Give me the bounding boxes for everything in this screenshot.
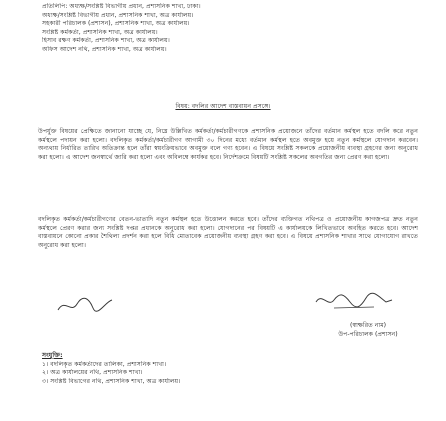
enclosure-item: ১। বদলিকৃত কর্মকর্তাদের তালিকা, প্রশাসনিক শাখা। — [42, 360, 167, 368]
cc-line: হিসাব রক্ষণ কর্মকর্তা, প্রশাসনিক শাখা, অত্র কার্যালয়। — [42, 37, 170, 45]
cc-line: সহকারী পরিচালক (প্রশাসন), প্রশাসনিক শাখা, অত্র কার্যালয়। — [42, 20, 190, 28]
body-paragraph-2: বদলিকৃত কর্মকর্তা/কর্মচারীগণের বেতন-ভাতাদি নতুন কর্মস্থল হতে উত্তোলন করতে হবে। তাঁদের ব্যক্তিগত নথিপত্র ও প্রয়োজনীয় কাগজপত্র দ্রুত নতুন কর্মস্থলে প্রেরণ করার জন্য সংশ্লিষ্ট দপ্তর প্রধানকে অনুরোধ করা হলো। যোগদানের পর বিষয়টি এ কার্যালয়কে লিখিতভাবে অবহিত করতে হবে। আদেশ বাস্তবায়নে কোনো প্রকার শৈথিল্য প্রদর্শন করা হলে বিধি মোতাবেক প্রয়োজনীয় ব্যবস্থা গ্রহণ করা হবে। এ বিষয়ে প্রশাসনিক শাখার সাথে যোগাযোগ রাখতে অনুরোধ করা হলো। — [38, 216, 418, 249]
cc-line: প্রতিলিপি: অধ্যক্ষ/সংশ্লিষ্ট বিভাগীয় প্রধান, প্রশাসনিক শাখা, ঢাকা। — [42, 3, 201, 10]
enclosure-title: সংযুক্তি: — [42, 352, 63, 359]
cc-line: অধ্যক্ষ/সংশ্লিষ্ট বিভাগীয় প্রধান, প্রশাসনিক শাখা, অত্র কার্যালয়। — [42, 11, 194, 19]
handwritten-signature-right — [314, 290, 394, 312]
cc-line: অফিস আদেশ নথি, প্রশাসনিক শাখা, অত্র কার্যালয়। — [42, 45, 167, 53]
signature-block — [318, 322, 418, 339]
enclosure-item: ২। অত্র কার্যালয়ের নথি, প্রশাসনিক শাখা। — [42, 369, 143, 377]
body-paragraph-1: উপর্যুক্ত বিষয়ের প্রেক্ষিতে জানানো যাচ্ছে যে, নিম্নে উল্লিখিত কর্মকর্তা/কর্মচারীগণকে প্রশাসনিক প্রয়োজনে তাঁদের বর্তমান কর্মস্থল হতে বদলি করে নতুন কর্মস্থলে পদায়ন করা হলো। বদলিকৃত কর্মকর্তা/কর্মচারীগণ আগামী ৩০ দিনের মধ্যে বর্তমান কর্মস্থল হতে অবমুক্ত হয়ে নতুন কর্মস্থলে যোগদান করবেন। অন্যথায় নির্ধারিত তারিখ অতিক্রান্ত হলে তাঁরা স্বয়ংক্রিয়ভাবে অবমুক্ত বলে গণ্য হবেন। এ বিষয়ে সংশ্লিষ্ট সকলকে প্রয়োজনীয় ব্যবস্থা গ্রহণের জন্য অনুরোধ করা হলো। এ আদেশ জনস্বার্থে জারি করা হলো এবং অবিলম্বে কার্যকর হবে। নির্দেশক্রমে বিষয়টি সংশ্লিষ্ট সকলের অবগতির জন্য প্রেরণ করা হলো। — [38, 128, 418, 161]
signatory-name: (স্বাক্ষরিত নাম) — [349, 322, 387, 329]
subject-line — [0, 103, 446, 112]
cc-list — [42, 3, 342, 55]
subject-text: বিষয়: বদলির আদেশ বাস্তবায়ন প্রসঙ্গে। — [175, 103, 271, 110]
enclosure-list — [42, 352, 342, 386]
signatory-title: উপ-পরিচালক (প্রশাসন) — [338, 330, 398, 338]
enclosure-item: ৩। সংশ্লিষ্ট বিভাগের নথি, প্রশাসনিক শাখা, অত্র কার্যালয়। — [42, 377, 181, 385]
handwritten-signature-left — [55, 294, 115, 316]
cc-line: সংশ্লিষ্ট কর্মকর্তা, প্রশাসনিক শাখা, অত্র কার্যালয়। — [42, 28, 158, 36]
